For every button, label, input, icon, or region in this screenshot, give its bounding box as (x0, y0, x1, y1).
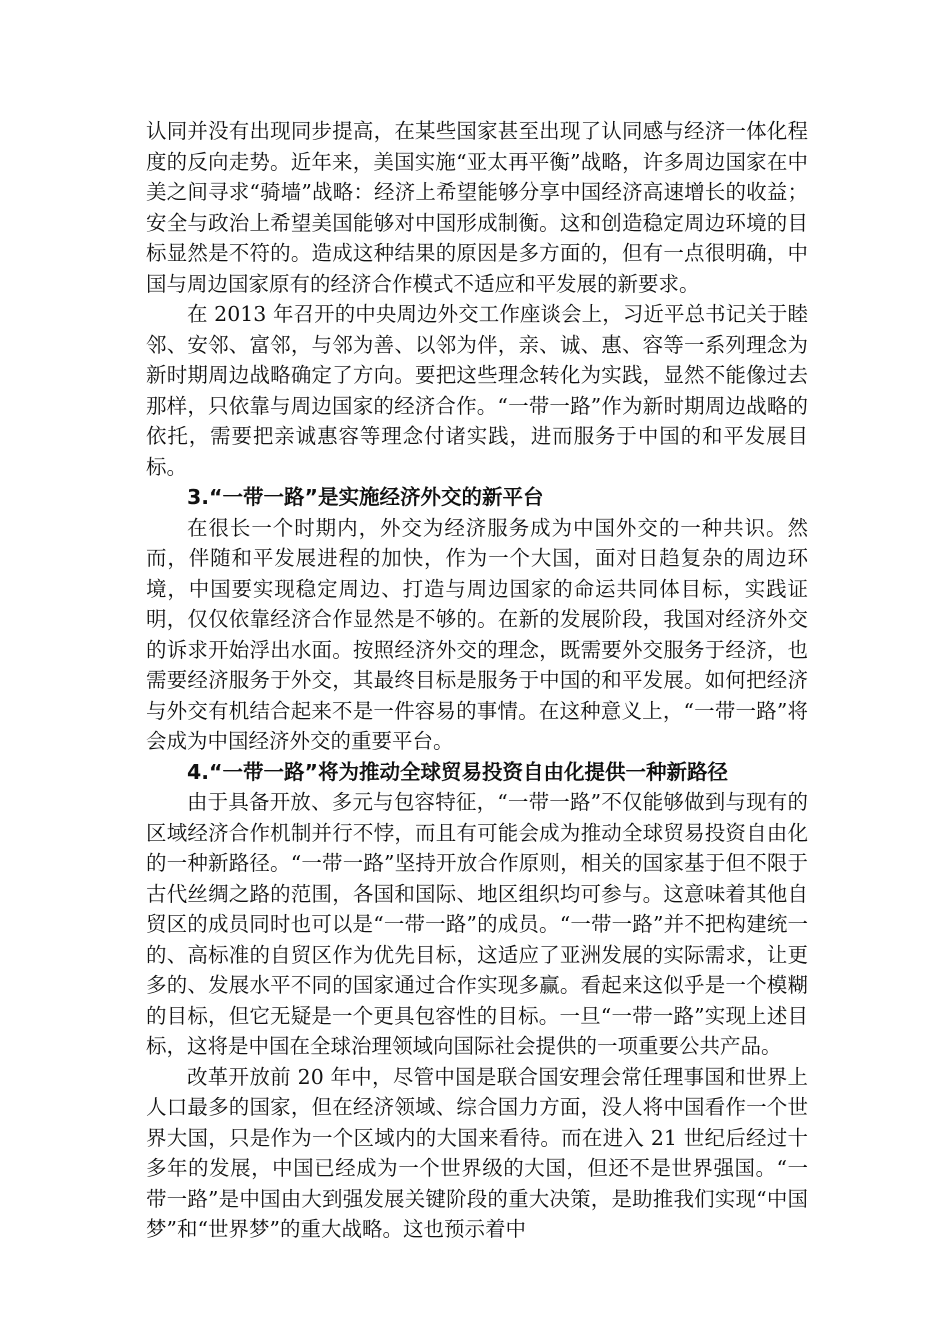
body-paragraph: 在很长一个时期内，外交为经济服务成为中国外交的一种共识。然而，伴随和平发展进程的加快，作为一个大国，面对日趋复杂的周边环境，中国要实现稳定周边、打造与周边国家的命运共同体目标，实践证明，仅仅依靠经济合作显然是不够的。在新的发展阶段，我国对经济外交的诉求开始浮出水面。按照经济外交的理念，既需要外交服务于经济，也需要经济服务于外交，其最终目标是服务于中国的和平发展。如何把经济与外交有机结合起来不是一件容易的事情。在这种意义上，“一带一路”将会成为中国经济外交的重要平台。 (146, 515, 808, 753)
body-paragraph: 在 2013 年召开的中央周边外交工作座谈会上，习近平总书记关于睦邻、安邻、富邻，与邻为善、以邻为伴，亲、诚、惠、容等一系列理念为新时期周边战略确定了方向。要把这些理念转化为实践，显然不能像过去那样，只依靠与周边国家的经济合作。“一带一路”作为新时期周边战略的依托，需要把亲诚惠容等理念付诸实践，进而服务于中国的和平发展目标。 (146, 302, 808, 479)
section-heading: 4.“一带一路”将为推动全球贸易投资自由化提供一种新路径 (187, 759, 728, 784)
body-paragraph: 由于具备开放、多元与包容特征，“一带一路”不仅能够做到与现有的区域经济合作机制并行不悖，而且有可能会成为推动全球贸易投资自由化的一种新路径。“一带一路”坚持开放合作原则，相关的国家基于但不限于古代丝绸之路的范围，各国和国际、地区组织均可参与。这意味着其他自贸区的成员同时也可以是“一带一路”的成员。“一带一路”并不把构建统一的、高标准的自贸区作为优先目标，这适应了亚洲发展的实际需求，让更多的、发展水平不同的国家通过合作实现多赢。看起来这似乎是一个模糊的目标，但它无疑是一个更具包容性的目标。一旦“一带一路”实现上述目标，这将是中国在全球治理领域向国际社会提供的一项重要公共产品。 (146, 790, 808, 1058)
section-heading: 3.“一带一路”是实施经济外交的新平台 (187, 485, 544, 509)
document-body (146, 116, 808, 1245)
body-paragraph: 改革开放前 20 年中，尽管中国是联合国安理会常任理事国和世界上人口最多的国家，但在经济领域、综合国力方面，没人将中国看作一个世界大国，只是作为一个区域内的大国来看待。而在进入 21 世纪后经过十多年的发展，中国已经成为一个世界级的大国，但还不是世界强国。“一带一路”是中国由大到强发展关键阶段的重大决策，是助推我们实现“中国梦”和“世界梦”的重大战略。这也预示着中 (146, 1064, 808, 1241)
body-paragraph: 认同并没有出现同步提高，在某些国家甚至出现了认同感与经济一体化程度的反向走势。近年来，美国实施“亚太再平衡”战略，许多周边国家在中美之间寻求“骑墙”战略：经济上希望能够分享中国经济高速增长的收益；安全与政治上希望美国能够对中国形成制衡。这和创造稳定周边环境的目标显然是不符的。造成这种结果的原因是多方面的，但有一点很明确，中国与周边国家原有的经济合作模式不适应和平发展的新要求。 (146, 119, 808, 296)
